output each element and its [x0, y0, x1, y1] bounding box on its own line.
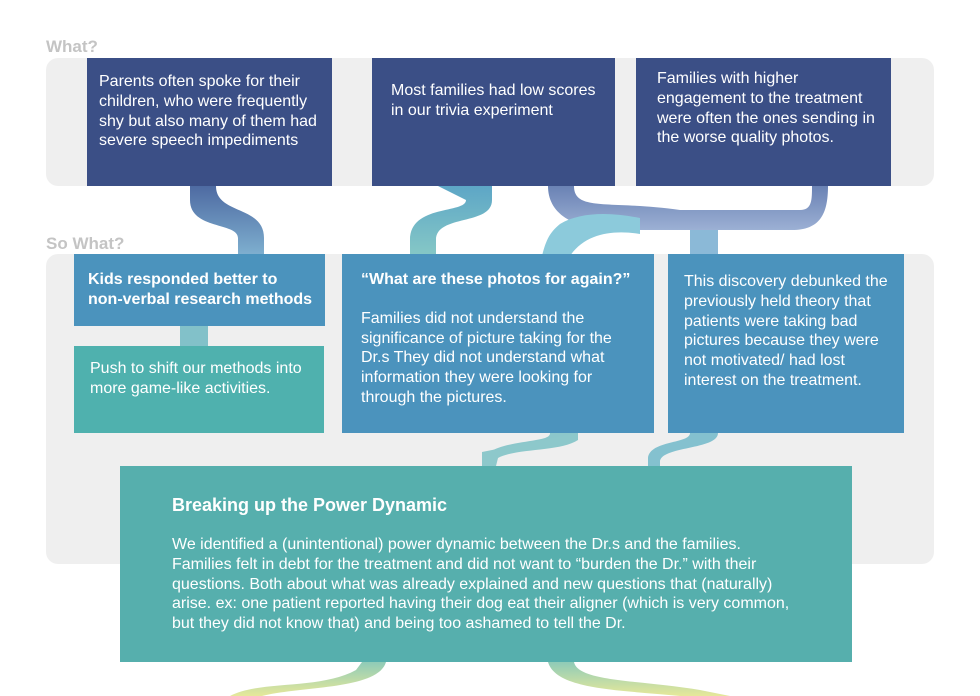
- what-box-engagement: [636, 58, 891, 186]
- push-methods-text: Push to shift our methods into more game-like activities.: [90, 360, 302, 397]
- photos-question-box: [342, 254, 654, 433]
- ribbon-photos-to-power-fill: [482, 433, 578, 466]
- power-dynamic-text: We identified a (unintentional) power dynamic between the Dr.s and the families. Families felt in debt for the treatment and did not want to “burden the Dr.” with their questions. Both about what was already explained and new questions that (naturally) arise. ex: one patient reported having their dog eat their aligner (which is very common, but they did not know that) and being too ashamed to tell the Dr.: [172, 536, 790, 633]
- debunk-text: This discovery debunked the previously held theory that patients were taking bad pictures because they were not motivated/ had lost interest on the treatment.: [684, 273, 888, 389]
- ribbon-power-bottom-right: [548, 662, 730, 696]
- ribbon-power-bottom-left: [230, 662, 386, 696]
- ribbon-box1-to-kids: [190, 186, 264, 256]
- debunk-box: [668, 254, 904, 433]
- kids-responded-box: [74, 254, 325, 326]
- photos-question-title: “What are these photos for again?”: [361, 271, 631, 288]
- ribbon-kids-to-push: [180, 326, 208, 346]
- what-section-label: What?: [46, 37, 98, 56]
- what-box-engagement-text: Families with higher engagement to the treatment were often the ones sending in the worse quality photos.: [657, 70, 875, 147]
- push-methods-box: [74, 346, 324, 433]
- photos-question-text: Families did not understand the significance of picture taking for the Dr.s They did not understand what information they were looking for through the pictures.: [361, 309, 612, 406]
- what-box-trivia-text: Most families had low scores in our trivia experiment: [391, 82, 596, 119]
- kids-responded-title: Kids responded better to non-verbal research methods: [88, 271, 313, 308]
- ribbon-debunk-to-power: [648, 433, 718, 466]
- what-box-parents: [87, 58, 332, 186]
- power-dynamic-box: [120, 466, 852, 662]
- power-dynamic-title: Breaking up the Power Dynamic: [172, 495, 448, 515]
- so-what-section-label: So What?: [46, 234, 125, 253]
- what-box-trivia: [372, 58, 615, 186]
- ribbon-box3-to-photos: [542, 214, 640, 256]
- ribbon-box3-to-debunk: [690, 230, 718, 256]
- ribbon-box2-to-photos: [410, 186, 492, 256]
- what-box-parents-text: Parents often spoke for their children, who were frequently shy but also many of them had severe speech impediments: [99, 73, 317, 150]
